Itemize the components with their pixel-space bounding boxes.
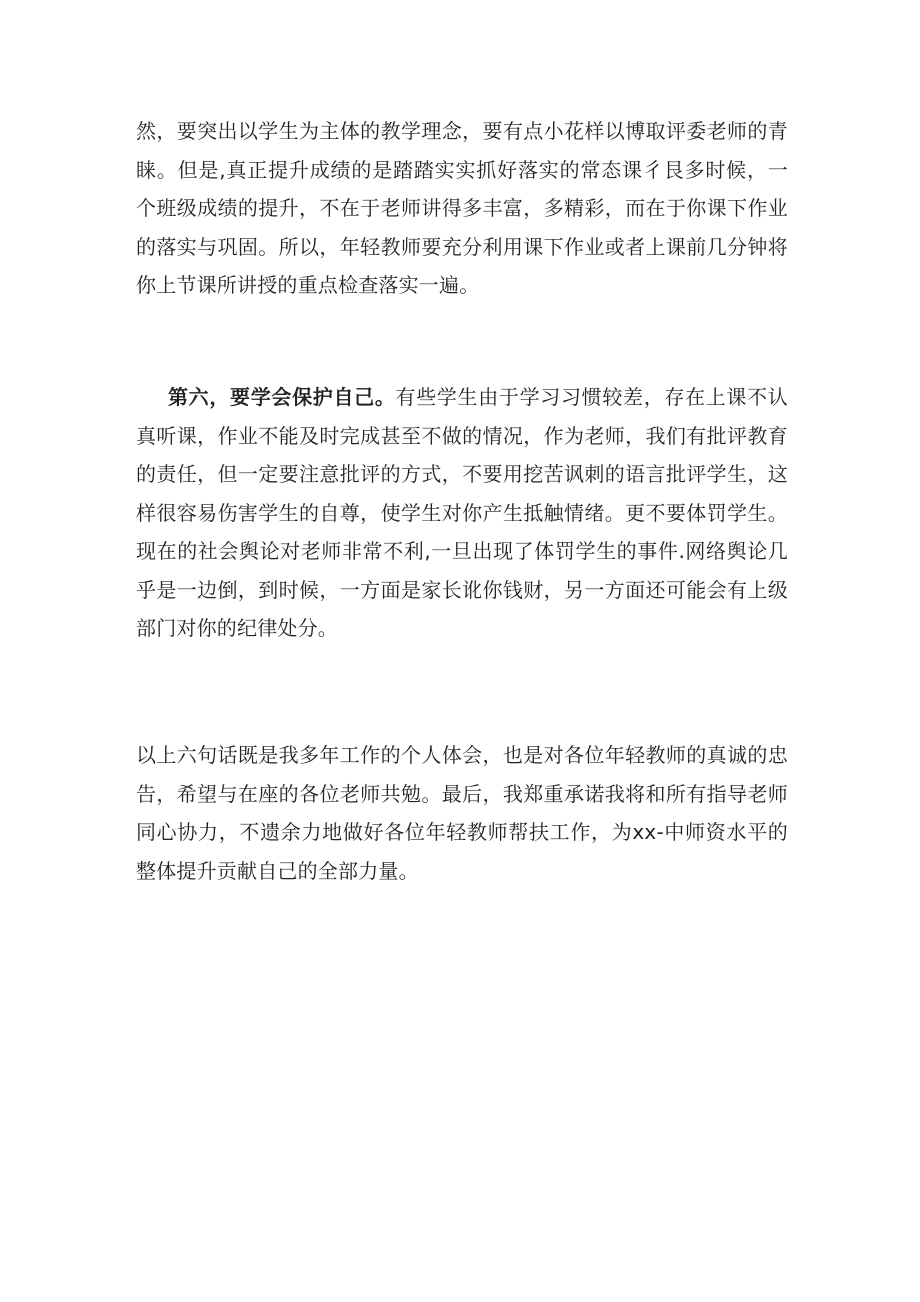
paragraph-2-text: 有些学生由于学习习惯较差，存在上课不认真听课，作业不能及时完成甚至不做的情况，作为老师，我们有批评教育的责任，但一定要注意批评的方式，不要用挖苦讽刺的语言批评学生，这样很容易伤害学生的自尊，使学生对你产生抵触情绪。更不要体罚学生。现在的社会舆论对老师非常不利,一旦出现了体罚学生的事件.网络舆论几乎是一边倒，到时候，一方面是家长讹你钱财，另一方面还可能会有上级部门对你的纪律处分。 [136,385,788,640]
paragraph-2 [136,378,788,648]
paragraph-3-text: 以上六句话既是我多年工作的个人体会，也是对各位年轻教师的真诚的忠告，希望与在座的各位老师共勉。最后，我郑重承诺我将和所有指导老师同心协力，不遗余力地做好各位年轻教师帮扶工作，为xx-中师资水平的整体提升贡献自己的全部力量。 [136,743,788,883]
paragraph-2-heading: 第六，要学会保护自己。 [168,385,396,409]
paragraph-1-text: 然，要突出以学生为主体的教学理念，要有点小花样以博取评委老师的青睐。但是,真正提升成绩的是踏踏实实抓好落实的常态课彳艮多时候，一个班级成绩的提升，不在于老师讲得多丰富，多精彩，而在于你课下作业的落实与巩固。所以，年轻教师要充分利用课下作业或者上课前几分钟将你上节课所讲授的重点检查落实一遍。 [136,119,788,297]
paragraph-3 [136,736,788,890]
paragraph-1 [136,112,788,305]
